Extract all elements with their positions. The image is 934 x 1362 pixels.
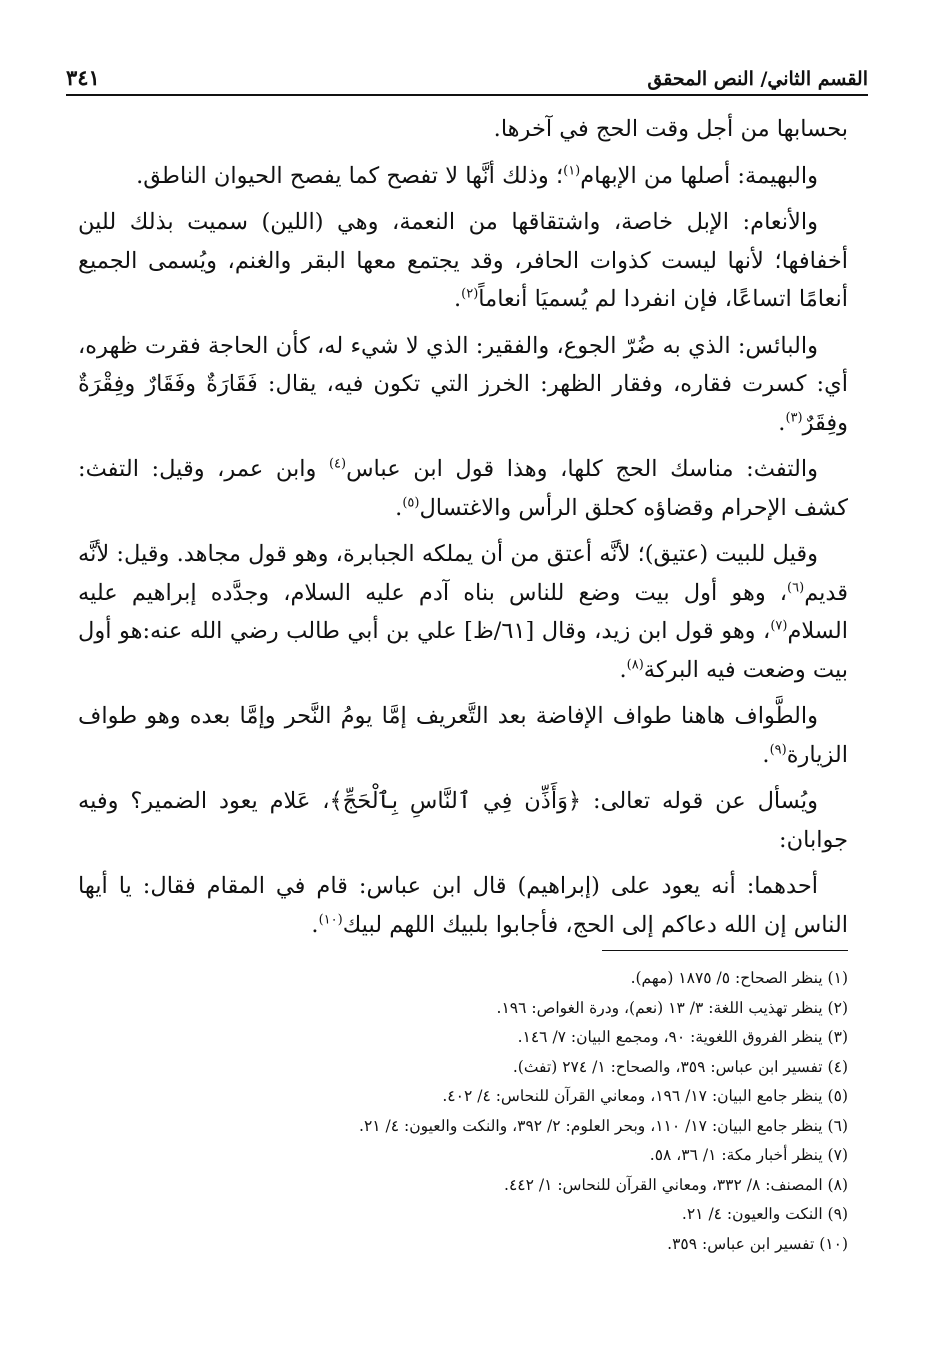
paragraph-text: . xyxy=(454,286,462,312)
paragraph-text: وقيل للبيت (عتيق)؛ لأنَّه أعتق من أن يملكه الجبابرة، وهو قول مجاهد. وقيل: لأنَّه قديم xyxy=(78,541,848,606)
footnote-ref: (١) xyxy=(563,163,581,178)
footnote-ref: (٤) xyxy=(328,456,347,472)
paragraph-text: والبهيمة: أصلها من الإبهام xyxy=(580,162,818,189)
paragraph-text: ؛ وذلك أنَّها لا تفصح كما يفصح الحيوان الناطق. xyxy=(136,162,564,189)
footnote-ref: (٢) xyxy=(461,286,479,302)
footnote: (٩) النكت والعيون: ٤/ ٢١. xyxy=(681,1205,848,1223)
footnote-ref: (٥) xyxy=(402,495,420,510)
paragraph xyxy=(78,535,848,689)
paragraph xyxy=(78,157,848,196)
paragraph-text: ويُسأل عن قوله تعالى: ﴿وَأَذِّن فِي ٱلنَّاسِ بِٱلْحَجِّ﴾، عَلام يعود الضمير؟ وفيه جوابان: xyxy=(78,788,848,853)
paragraph-text: بحسابها من أجل وقت الحج في آخرها. xyxy=(493,116,848,142)
footnote: (٨) المصنف: ٨/ ٣٣٢، ومعاني القرآن للنحاس: ١/ ٤٤٢. xyxy=(504,1175,848,1194)
paragraph-text: أحدهما: أنه يعود على (إبراهيم) قال ابن عباس: قام في المقام فقال: يا أيها الناس إن الله دعاكم إلى الحج، فأجابوا بلبيك اللهم لبيك xyxy=(78,873,848,938)
footnote: (٤) تفسير ابن عباس: ٣٥٩، والصحاح: ١/ ٢٧٤ (تفث). xyxy=(512,1057,848,1076)
footnote-ref: (٣) xyxy=(785,410,803,425)
footnote: (٢) ينظر تهذيب اللغة: ٣/ ١٣ (نعم)، ودرة الغواص: ١٩٦. xyxy=(496,998,848,1017)
footnote-ref: (٧) xyxy=(770,618,788,634)
paragraph-text: وابن عمر، وقيل: التفث: كشف الإحرام وقضاؤه كحلق الرأس والاغتسال xyxy=(78,456,848,521)
paragraph xyxy=(78,450,848,527)
paragraph-text: والتفث: مناسك الحج كلها، وهذا قول ابن عباس xyxy=(346,456,818,482)
footnote-ref: (٨) xyxy=(626,657,644,672)
page-number: ٣٤١ xyxy=(66,65,100,90)
paragraph-text: . xyxy=(778,409,786,436)
footnote: (٦) ينظر جامع البيان: ١٧/ ١١٠، وبحر العلوم: ٢/ ٣٩٢، والنكت والعيون: ٤/ ٢١. xyxy=(359,1116,848,1135)
paragraph-text: والأنعام: الإبل خاصة، واشتقاقها من النعمة، وهي (اللين) سميت بذلك للين أخفافها؛ لأنها ليست كذوات الحافر، وقد يجتمع معها البقر والغنم، ويُسمى الجميع أنعامًا اتساعًا، فإن انفردا لم يُسميَا أنعاماً xyxy=(78,209,848,312)
footnote-ref: (٩) xyxy=(769,742,787,757)
paragraph-text: والبائس: الذي به ضُرّ الجوع، والفقير: الذي لا شيء له، كأن الحاجة فقرت ظهره، أي: كسرت فقاره، وفقار الظهر: الخرز التي تكون فيه، يقال: فَقَارَةٌ وفَقَارٌ وفِقْرَةٌ وفِقَرٌ xyxy=(78,332,848,436)
paragraph-text: والطَّواف هاهنا طواف الإفاضة بعد التَّعريف إمَّا يومُ النَّحر وإمَّا بعده وهو طواف الزيارة xyxy=(78,703,848,768)
footnote: (٣) ينظر الفروق اللغوية: ٩٠، ومجمع البيان: ٧/ ١٤٦. xyxy=(517,1028,848,1046)
footnote: (٧) ينظر أخبار مكة: ١/ ٣٦، ٥٨. xyxy=(649,1146,848,1164)
main-text xyxy=(78,110,848,952)
paragraph xyxy=(78,867,848,944)
footnotes xyxy=(78,964,848,1259)
paragraph-text: . xyxy=(619,656,627,683)
footnote: (١٠) تفسير ابن عباس: ٣٥٩. xyxy=(667,1234,848,1253)
paragraph-text: . xyxy=(762,741,770,768)
footnote: (١) ينظر الصحاح: ٥/ ١٨٧٥ (مهم). xyxy=(630,969,848,987)
footnote-separator xyxy=(602,950,848,951)
paragraph xyxy=(78,110,848,149)
paragraph-text: ، وهو قول ابن زيد، وقال [٦١/ظ] علي بن أبي طالب رضي الله عنه:هو أول بيت وضعت فيه البركة xyxy=(78,618,848,683)
paragraph xyxy=(78,697,848,774)
paragraph-text: . xyxy=(311,911,319,938)
paragraph-text: . xyxy=(395,494,403,521)
paragraph xyxy=(78,327,848,443)
footnote-ref: (٦) xyxy=(787,580,805,595)
running-header xyxy=(66,56,868,96)
paragraph xyxy=(78,203,848,319)
paragraph xyxy=(78,782,848,859)
footnote: (٥) ينظر جامع البيان: ١٧/ ١٩٦، ومعاني القرآن للنحاس: ٤/ ٤٠٢. xyxy=(442,1087,848,1105)
header-title: القسم الثاني/ النص المحقق xyxy=(647,68,868,90)
paragraph-text: ، وهو أول بيت وضع للناس بناه آدم عليه السلام، وجدَّده إبراهيم عليه السلام xyxy=(78,579,848,644)
footnote-ref: (١٠) xyxy=(318,912,343,927)
